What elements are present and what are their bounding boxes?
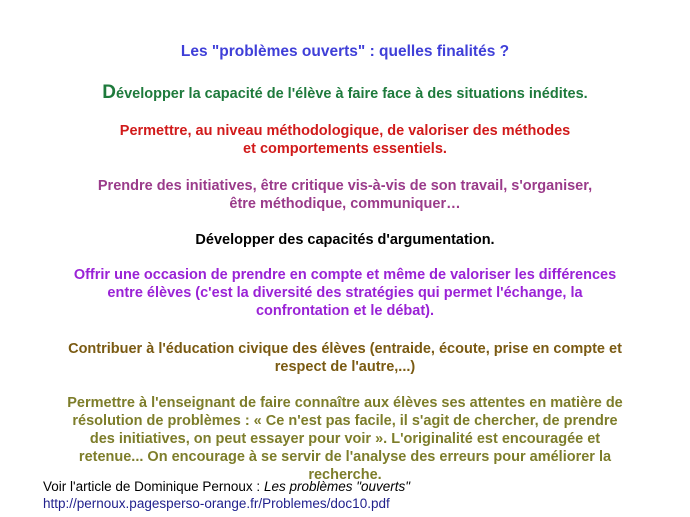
goal-line: Permettre, au niveau méthodologique, de valoriser des méthodes bbox=[119, 123, 571, 139]
reference-prefix: Voir l'article de Dominique Pernoux : bbox=[43, 479, 264, 494]
goal-line: résolution de problèmes : « Ce n'est pas facile, il s'agit de chercher, de prendre bbox=[72, 413, 618, 429]
goal-line: être méthodique, communiquer… bbox=[229, 196, 461, 212]
goal-text: évelopper la capacité de l'élève à faire face à des situations inédites. bbox=[116, 86, 588, 102]
slide-title bbox=[0, 43, 690, 61]
goal-item-7 bbox=[0, 394, 690, 484]
drop-letter: D bbox=[102, 82, 117, 103]
article-link[interactable]: http://pernoux.pagesperso-orange.fr/Problemes/doc10.pdf bbox=[43, 496, 390, 511]
goal-line: Développer des capacités d'argumentation. bbox=[195, 232, 495, 248]
goal-line: Permettre à l'enseignant de faire connaître aux élèves ses attentes en matière de bbox=[67, 395, 623, 411]
goal-item-3 bbox=[0, 177, 690, 213]
goal-line: retenue... On encourage à se servir de l'analyse des erreurs pour améliorer la bbox=[78, 449, 612, 465]
goal-line: recherche. bbox=[308, 467, 382, 483]
goal-item-4 bbox=[0, 231, 690, 249]
goal-item-1 bbox=[0, 84, 690, 103]
goal-line: Contribuer à l'éducation civique des élèves (entraide, écoute, prise en compte et bbox=[68, 341, 622, 357]
goal-line: respect de l'autre,...) bbox=[274, 359, 416, 375]
goal-line: Prendre des initiatives, être critique vis-à-vis de son travail, s'organiser, bbox=[97, 178, 593, 194]
article-reference bbox=[43, 478, 410, 495]
title-text: Les "problèmes ouverts" : quelles finalités ? bbox=[180, 43, 510, 60]
goal-line: entre élèves (c'est la diversité des stratégies qui permet l'échange, la bbox=[107, 285, 583, 301]
source-reference bbox=[43, 478, 410, 512]
goal-item-2 bbox=[0, 122, 690, 158]
goal-item-6 bbox=[0, 340, 690, 376]
goal-line: des initiatives, on peut essayer pour voir ». L'originalité est encouragée et bbox=[89, 431, 601, 447]
goal-line: et comportements essentiels. bbox=[243, 141, 447, 157]
goal-line: Offrir une occasion de prendre en compte et même de valoriser les différences bbox=[73, 267, 617, 283]
goal-line: confrontation et le débat). bbox=[255, 303, 435, 319]
article-title: Les problèmes "ouverts" bbox=[263, 479, 411, 494]
goal-item-5 bbox=[0, 266, 690, 320]
